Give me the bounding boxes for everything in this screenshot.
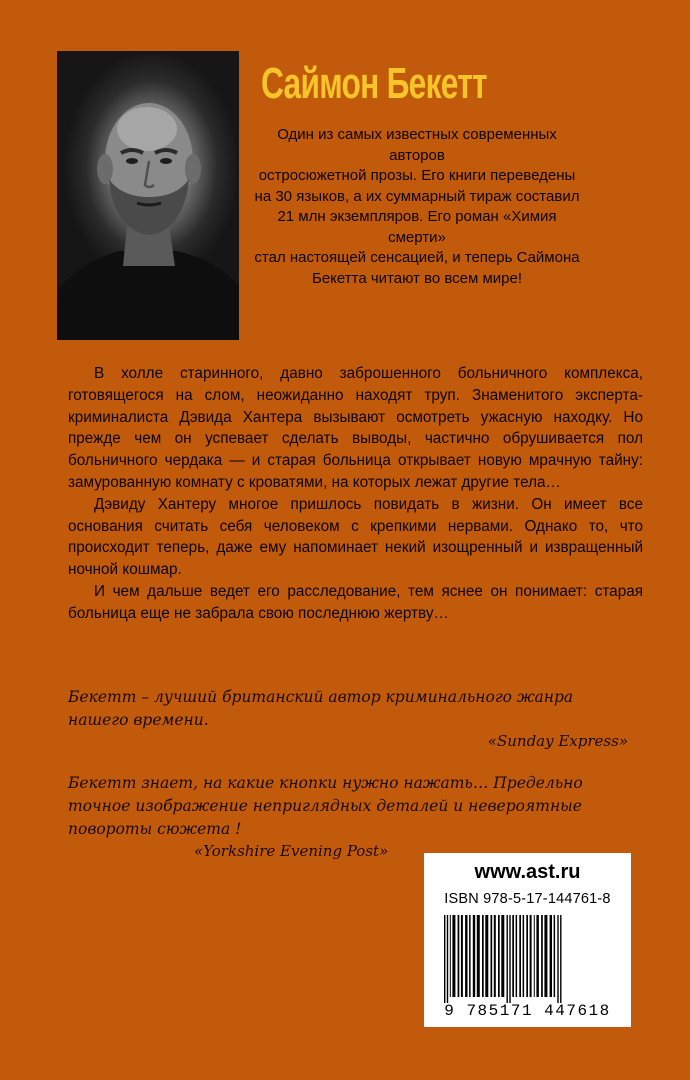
bio-line: Бекетта читают во всем мире! [311, 269, 522, 287]
barcode-bar [516, 915, 518, 997]
ean-number: 9 785171 447618 [444, 1002, 611, 1020]
barcode-bar [541, 915, 543, 997]
review-line: точное изображение неприглядных деталей и невероятные [68, 797, 582, 815]
barcode-bars [440, 915, 620, 1003]
barcode-bar [473, 915, 475, 997]
review-line: нашего времени. [68, 711, 209, 729]
barcode-bar [507, 915, 508, 1003]
barcode-bar [452, 915, 455, 997]
author-photo [57, 51, 239, 340]
isbn-text: ISBN 978-5-17-144761-8 [444, 891, 611, 907]
publisher-website: www.ast.ru [474, 861, 581, 883]
barcode-bar [465, 915, 467, 997]
barcode-bar [477, 915, 480, 997]
barcode-bar [498, 915, 500, 997]
barcode-bar [444, 915, 445, 1003]
barcode-bar [482, 915, 484, 997]
barcode-bar [447, 915, 448, 1003]
review-quote-2 [68, 772, 628, 841]
barcode-bar [519, 915, 521, 997]
barcode-bar [530, 915, 532, 997]
synopsis-paragraph: И чем дальше ведет его расследование, тем яснее он понимает: старая больница еще не забрала свою последнюю жертву… [68, 582, 643, 622]
barcode-bar [501, 915, 504, 997]
barcode-bar [450, 915, 451, 997]
barcode-bar [560, 915, 561, 1003]
review-source-2: «Yorkshire Evening Post» [194, 842, 389, 860]
barcode-bar [554, 915, 556, 997]
author-bio [252, 125, 582, 289]
barcode-bar [494, 915, 496, 997]
barcode-bar [461, 915, 463, 997]
barcode-bar [557, 915, 558, 1003]
barcode-bar [550, 915, 552, 997]
portrait-illustration [57, 51, 239, 340]
author-name: Саймон Бекетт [261, 59, 487, 108]
bio-line: 21 млн экземпляров. Его роман «Химия смерти» [277, 208, 557, 246]
barcode-bar [458, 915, 460, 997]
review-line: Бекетт – лучший британский автор криминального жанра [68, 688, 574, 706]
review-line: повороты сюжета ! [68, 820, 242, 838]
barcode-bar [526, 915, 528, 997]
bio-line: стал настоящей сенсацией, и теперь Саймона [254, 249, 580, 266]
barcode-bar [536, 915, 539, 997]
synopsis-paragraph: В холле старинного, давно заброшенного больничного комплекса, готовящегося на слом, неожиданно находят труп. Знаменитого эксперта-криминалиста Дэвида Хантера вызывают осмотреть ужасную находку. Но прежде чем он успевает сделать выводы, частично обрушивается пол больничного чердака — и старая больница открывает новую мрачную тайну: замурованную комнату с кроватями, на которых лежат другие тела… [68, 365, 643, 491]
barcode-bar [469, 915, 471, 997]
review-source-1: «Sunday Express» [487, 732, 628, 750]
review-line: Бекетт знает, на какие кнопки нужно нажать… Предельно [68, 774, 583, 792]
bio-line: Один из самых известных современных авторов [277, 126, 557, 164]
barcode-bar [509, 915, 510, 1003]
barcode-bar [534, 915, 535, 997]
barcode-bar [523, 915, 525, 997]
barcode-panel [424, 853, 631, 1027]
bio-line: остросюжетной прозы. Его книги переведены [258, 167, 576, 184]
barcode-bar [544, 915, 547, 997]
synopsis-paragraph: Дэвиду Хантеру многое пришлось повидать в жизни. Он имеет все основания считать себя человеком с крепкими нервами. Однако то, что происходит теперь, даже ему напоминает некий изощренный и извращенный ночной кошмар. [68, 495, 643, 579]
book-synopsis [68, 363, 643, 625]
barcode-bar [512, 915, 514, 997]
review-quote-1 [68, 686, 638, 732]
bio-line: на 30 языков, а их суммарный тираж составил [254, 187, 580, 205]
barcode-bar [491, 915, 493, 997]
barcode-bar [485, 915, 488, 997]
